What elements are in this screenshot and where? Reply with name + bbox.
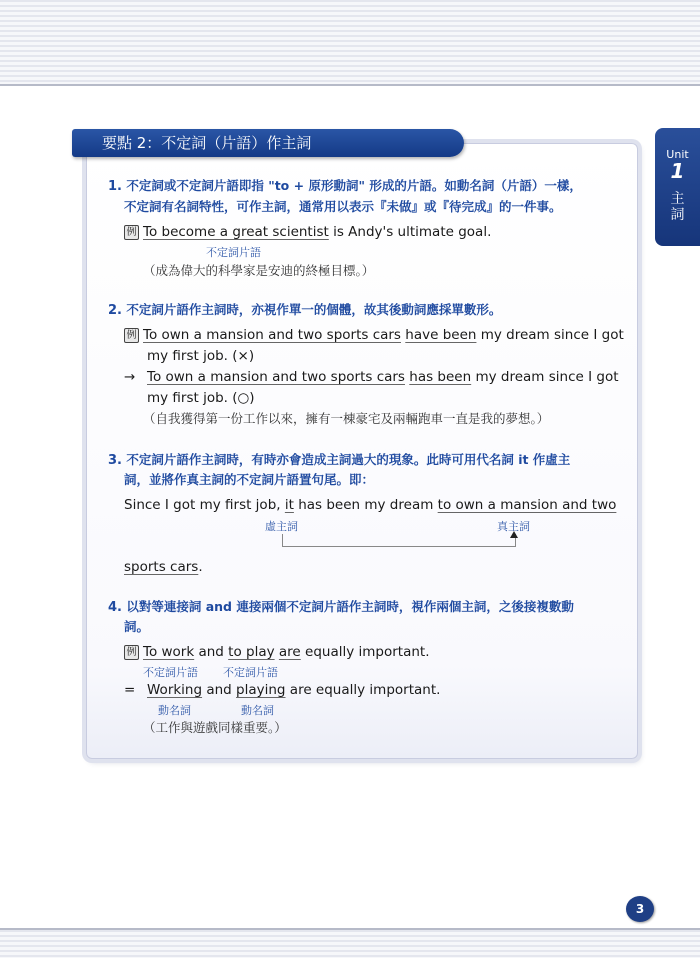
period: . (198, 559, 203, 575)
grammar-note: 不定詞片語 (206, 246, 261, 259)
verb: have been (405, 327, 477, 343)
point-1-heading-line1: 不定詞或不定詞片語即指 "to + 原形動詞" 形成的片語。如動名詞（片語）一樣， (126, 178, 582, 193)
arrow-icon: → (124, 369, 136, 385)
example-icon: 例 (124, 645, 139, 660)
conjunction: and (202, 682, 237, 698)
verb: has been (409, 369, 472, 385)
example-4-gerunds (124, 680, 440, 700)
point-4-heading-line1: 以對等連接詞 and 連接兩個不定詞片語作主詞時，視作兩個主詞，之後接複數動 (126, 599, 574, 614)
infinitive-subject: To own a mansion and two sports cars (143, 327, 401, 343)
point-3-heading-line2: 詞，並將作真主詞的不定詞片語置句尾。即： (124, 472, 375, 487)
section-title: 要點 2：不定詞（片語）作主詞 (72, 129, 464, 157)
gerund-subject-a: Working (147, 682, 203, 698)
real-subject-end: sports cars (124, 559, 199, 575)
pattern-sentence-end (124, 557, 203, 577)
grammar-note-a: 不定詞片語 (143, 666, 198, 679)
example-icon: 例 (124, 225, 139, 240)
point-4-heading (108, 597, 574, 618)
conjunction: and (194, 644, 229, 660)
infinitive-subject-b: to play (228, 644, 275, 660)
point-3-heading (108, 450, 570, 471)
point-2-heading (108, 300, 501, 321)
example-2-correct-line2: my first job. (○) (147, 390, 255, 406)
grammar-note-b: 不定詞片語 (223, 666, 278, 679)
sentence-rest: are equally important. (285, 682, 441, 698)
translation: （工作與遊戲同樣重要。） (143, 720, 287, 735)
point-4-number: 4. (108, 600, 122, 615)
sentence-start: Since I got my first job, (124, 497, 285, 513)
sentence-rest: my dream since I got (476, 327, 624, 343)
point-1-number: 1. (108, 179, 122, 194)
sentence-rest: my dream since I got (471, 369, 619, 385)
point-3-number: 3. (108, 453, 122, 468)
unit-number: 1 (670, 159, 685, 183)
subject-link-bracket (282, 534, 516, 547)
example-2-wrong-line2: my first job. (×) (147, 348, 255, 364)
infinitive-subject: To become a great scientist (143, 224, 329, 240)
example-2-correct (124, 367, 619, 387)
example-icon: 例 (124, 328, 139, 343)
footer-band (0, 928, 700, 958)
unit-tab[interactable] (655, 128, 700, 246)
verb: are (278, 644, 301, 660)
translation: （成為偉大的科學家是安迪的終極目標。） (143, 263, 375, 278)
unit-label: Unit (666, 148, 689, 161)
gerund-subject-b: playing (236, 682, 286, 698)
point-4-heading-line2: 詞。 (124, 619, 150, 634)
infinitive-subject-a: To work (143, 644, 195, 660)
point-3-heading-line1: 不定詞片語作主詞時，有時亦會造成主詞過大的現象。此時可用代名詞 it 作虛主 (126, 452, 571, 467)
sentence-rest: is Andy's ultimate goal. (328, 224, 492, 240)
gerund-note-a: 動名詞 (158, 704, 191, 717)
example-2-wrong (124, 325, 624, 345)
sentence-rest: equally important. (300, 644, 430, 660)
infinitive-subject: To own a mansion and two sports cars (147, 369, 405, 385)
header-band (0, 0, 700, 86)
arrow-up-icon (510, 531, 518, 538)
example-1-sentence (124, 222, 491, 242)
translation: （自我獲得第一份工作以來，擁有一棟豪宅及兩輛跑車一直是我的夢想。） (143, 411, 550, 426)
real-subject: to own a mansion and two (437, 497, 617, 513)
gerund-note-b: 動名詞 (241, 704, 274, 717)
unit-topic: 主詞 (670, 191, 685, 223)
dummy-subject-it: it (284, 497, 294, 513)
example-4-infinitives (124, 642, 430, 662)
sentence-middle: has been my dream (293, 497, 438, 513)
point-2-number: 2. (108, 303, 122, 318)
point-2-heading-text: 不定詞片語作主詞時，亦視作單一的個體，故其後動詞應採單數形。 (126, 302, 502, 317)
point-1-heading (108, 176, 582, 197)
dummy-subject-note: 虛主詞 (265, 520, 298, 533)
page-number: 3 (626, 896, 654, 922)
point-1-heading-line2: 不定詞有名詞特性，可作主詞，通常用以表示『未做』或『待完成』的一件事。 (124, 199, 562, 214)
real-subject-note: 真主詞 (497, 520, 530, 533)
equals-sign: = (124, 682, 136, 698)
pattern-sentence (124, 495, 616, 515)
